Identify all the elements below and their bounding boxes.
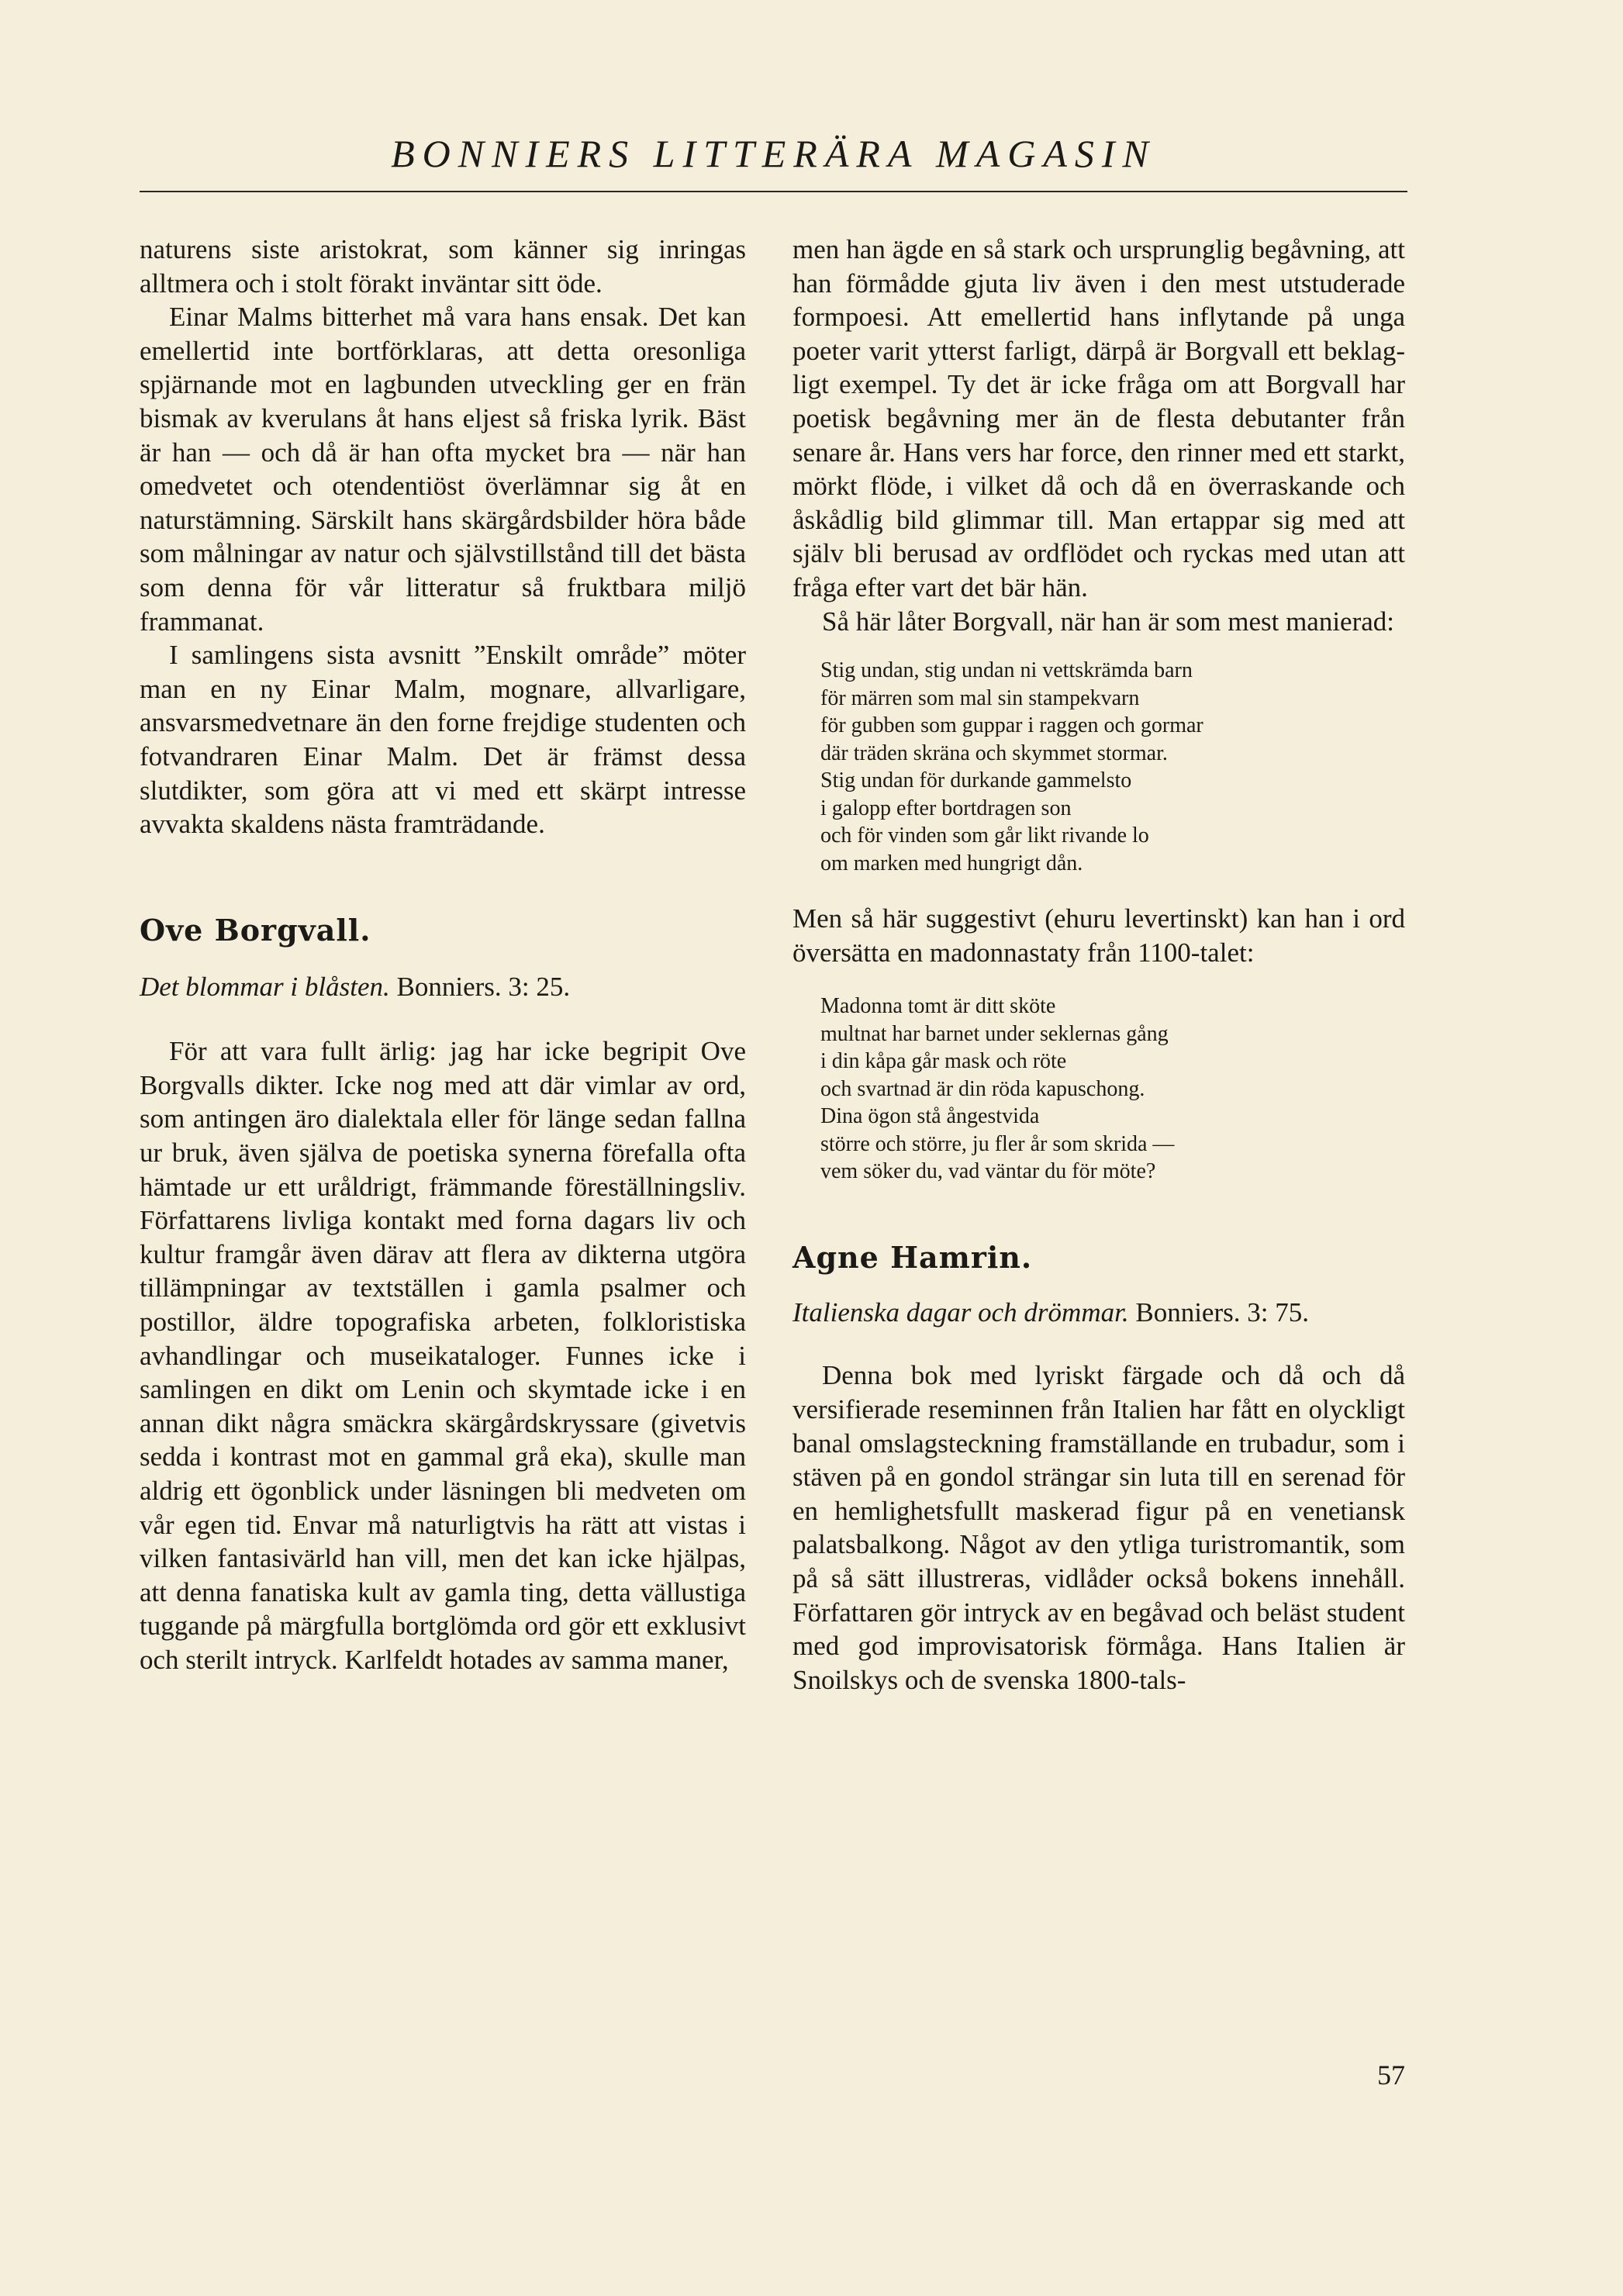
section-gap [793,1186,1405,1240]
paragraph-continued: naturens siste aristokrat, som känner sig inringas alltmera och i stolt förakt inväntar sitt öde. [140,234,746,299]
section-heading-borgvall: Ove Borgvall. [140,912,371,948]
poem-line: i galopp efter bortdragen son [820,796,1072,820]
poem-line: och svartnad är din röda kapuschong. [820,1076,1145,1101]
review-body-hamrin: Denna bok med lyriskt färgade och då och då versifierade reseminnen från Italien har fått en olyckligt banal omslagsteckning framställande en trubadur, som i stäven på en gondol strängar sin luta till en serenad för en hemlighetsfullt maskerad figur på en venetiansk palatsbalkong. Något av den ytliga turistromantik, som på så sätt illustreras, vidlåder också bokens innehåll. Författaren gör intryck av en begåvad och beläst student med god improvisatorisk förmåga. Hans Italien är Snoilskys och de svenska 1800-tals- [793,1360,1405,1695]
review-body-borgvall: För att vara fullt ärlig: jag har icke begripit Ove Borgvalls dikter. Icke nog med att där vimlar av ord, som antingen äro dialektala eller för länge sedan fallna ur bruk, även själva de poetiska synerna förefalla ofta hämtade ur ett uråldrigt, främmande föreställningsliv. Författarens livliga kontakt med forna dagars liv och kultur framgår även därav att flera av dikterna utgöra tillämpningar av textställen i gamla psalmer och postillor, äldre topografiska arbeten, folkloristiska avhandlingar och museikataloger. Funnes icke i samlingen en dikt om Lenin och skymtade icke i en annan dikt några smäckra skärgårdskryssare (givetvis sedda i kontrast mot en gammal grå eka), skulle man aldrig ett ögonblick under läsningen bli medveten om vår egen tid. Envar må naturligtvis ha rätt att vistas i vilken fantasivärld han vill, men det kan icke hjälpas, att denna fanatiska kult av gamla ting, detta vällustiga tuggande på märgfulla bortglömda ord gör ett exklusivt och sterilt intryck. Karlfeldt hotades av samma maner, [140,1036,746,1675]
poem-line: i din kåpa går mask och röte [820,1049,1067,1074]
poem-gap [793,969,1405,993]
paragraph-malm-bitterness: Einar Malms bitterhet må vara hans ensak. Det kan emellertid inte bortförklaras, att detta oresonliga spjärnande mot en lagbunden utveckling ger en frän bismak av kverulans åt hans eljest så friska lyrik. Bäst är han — och då är han ofta mycket bra — när han omedvetet och otendentiöst överlämnar sig åt en naturstämning. Särskilt hans skärgårdsbilder höra både som målningar av natur och självstillstånd till det bästa som denna för vår litteratur så fruktbara miljö frammanat. [140,302,746,637]
poem-line: om marken med hungrigt dån. [820,851,1083,875]
poem-line: för märren som mal sin stampekvarn [820,685,1140,710]
book-reference-hamrin [793,1296,1405,1330]
running-head: BONNIERS LITTERÄRA MAGASIN [391,132,1156,175]
reference-gap [793,1329,1405,1359]
paragraph-madonna-intro: Men så här suggestivt (ehuru levertinskt) kan han i ord översätta en madonnastaty från 1100-talet: [793,903,1405,968]
heading-gap [140,948,746,970]
paragraph-malm-final: I samlingens sista avsnitt ”Enskilt område” möter man en ny Einar Malm, mognare, allvarligare, ansvarsmedvetnare än den forne frejdige studenten och fotvandraren Einar Malm. Det är främst dessa slutdikter, som göra att vi med ett skärpt intresse avvakta skaldens nästa framträdande. [140,640,746,840]
poem-madonna [793,993,1405,1186]
book-publisher: Bonniers. 3: 25. [396,971,571,1002]
book-publisher: Bonniers. 3: 75. [1135,1296,1309,1328]
poem-line: Dina ögon stå ångestvida [820,1104,1040,1129]
book-reference-borgvall [140,970,746,1004]
poem-gap [793,638,1405,657]
book-title: Italienska dagar och drömmar. [793,1296,1129,1328]
section-gap [140,841,746,913]
poem-line: och för vinden som går likt rivande lo [820,823,1149,848]
paragraph-manierad: Så här låter Borgvall, när han är som mest manierad: [822,606,1395,637]
poem-gap [793,877,1405,902]
poem-line: där träden skräna och skymmet stormar. [820,741,1168,765]
page-number: 57 [1377,2059,1405,2091]
poem-line: vem söker du, vad väntar du för möte? [820,1159,1156,1184]
poem-stig-undan [793,657,1405,877]
header-rule [140,191,1407,192]
poem-line: större och större, ju fler år som skrida — [820,1131,1175,1156]
poem-line: Madonna tomt är ditt sköte [820,994,1056,1019]
paragraph-borgvall-continued: men han ägde en så stark och ursprunglig begåvning, att han förmådde gjuta liv även i den mest utstuderade formpoesi. Att emellertid hans inflytande på unga poeter varit ytterst farligt, därpå är Borgvall ett beklagligt exempel. Ty det är icke fråga om att Borgvall har poetisk begåvning mer än de flesta debutanter från senare år. Hans vers har force, den rinner med ett starkt, mörkt flöde, i vilket då och då en överraskande och åskådlig bild glimmar till. Man ertappar sig med att själv bli berusad av ordflödet och ryckas med utan att fråga efter vart det bär hän. [793,234,1405,602]
poem-line: multnat har barnet under seklernas gång [820,1021,1169,1046]
poem-line: Stig undan för durkande gammelsto [820,768,1132,793]
right-column [793,233,1405,1697]
poem-line: för gubben som guppar i raggen och gormar [820,713,1203,738]
book-title: Det blommar i blåsten. [140,971,390,1002]
section-heading-hamrin: Agne Hamrin. [793,1239,1033,1275]
heading-gap [793,1276,1405,1296]
reference-gap [140,1003,746,1034]
left-column [140,233,746,1677]
poem-line: Stig undan, stig undan ni vettskrämda barn [820,658,1193,683]
